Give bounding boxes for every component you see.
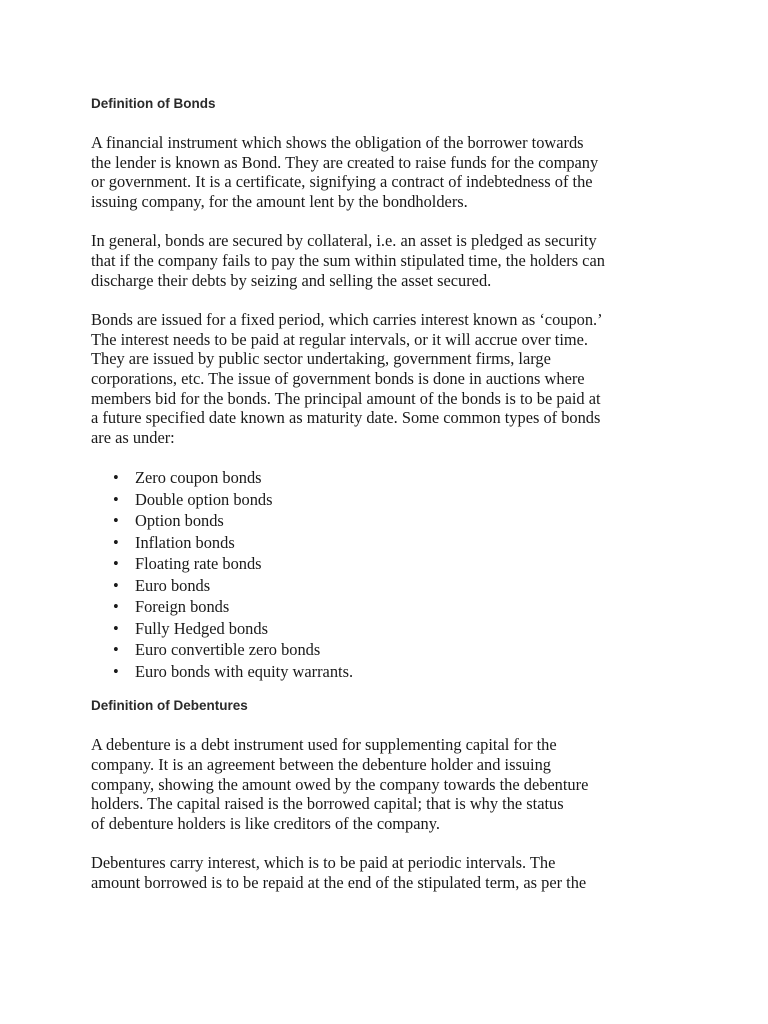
debentures-paragraph-2: Debentures carry interest, which is to be paid at periodic intervals. The amount borrowed is to be repaid at the end of the stipulated term, as per the [91,853,587,892]
list-item: • Floating rate bonds [113,553,691,575]
list-item: • Foreign bonds [113,596,691,618]
list-item: • Zero coupon bonds [113,467,691,489]
list-item: • Euro bonds [113,575,691,597]
bonds-heading: Definition of Bonds [91,96,216,111]
bond-types-list [91,467,691,682]
bonds-paragraph-3: Bonds are issued for a fixed period, which carries interest known as ‘coupon.’ The interest needs to be paid at regular intervals, or it will accrue over time. They are issued by public sector undertaking, government firms, large corporations, etc. The issue of government bonds is done in auctions where members bid for the bonds. The principal amount of the bonds is to be paid at a future specified date known as maturity date. Some common types of bonds are as under: [91,310,603,447]
list-item: • Inflation bonds [113,532,691,554]
list-item: • Double option bonds [113,489,691,511]
bonds-paragraph-2: In general, bonds are secured by collateral, i.e. an asset is pledged as security that if the company fails to pay the sum within stipulated time, the holders can discharge their debts by seizing and selling the asset secured. [91,231,605,290]
debentures-heading: Definition of Debentures [91,698,248,714]
debentures-paragraph-1: A debenture is a debt instrument used for supplementing capital for the company. It is an agreement between the debenture holder and issuing company, showing the amount owed by the company towards the debenture holders. The capital raised is the borrowed capital; that is why the status of debenture holders is like creditors of the company. [91,735,589,833]
bonds-paragraph-1: A financial instrument which shows the obligation of the borrower towards the lender is known as Bond. They are created to raise funds for the company or government. It is a certificate, signifying a contract of indebtedness of the issuing company, for the amount lent by the bondholders. [91,133,599,211]
list-item: • Euro convertible zero bonds [113,639,691,661]
document-page [91,94,691,892]
list-item: • Option bonds [113,510,691,532]
list-item: • Fully Hedged bonds [113,618,691,640]
list-item: • Euro bonds with equity warrants. [113,661,691,683]
